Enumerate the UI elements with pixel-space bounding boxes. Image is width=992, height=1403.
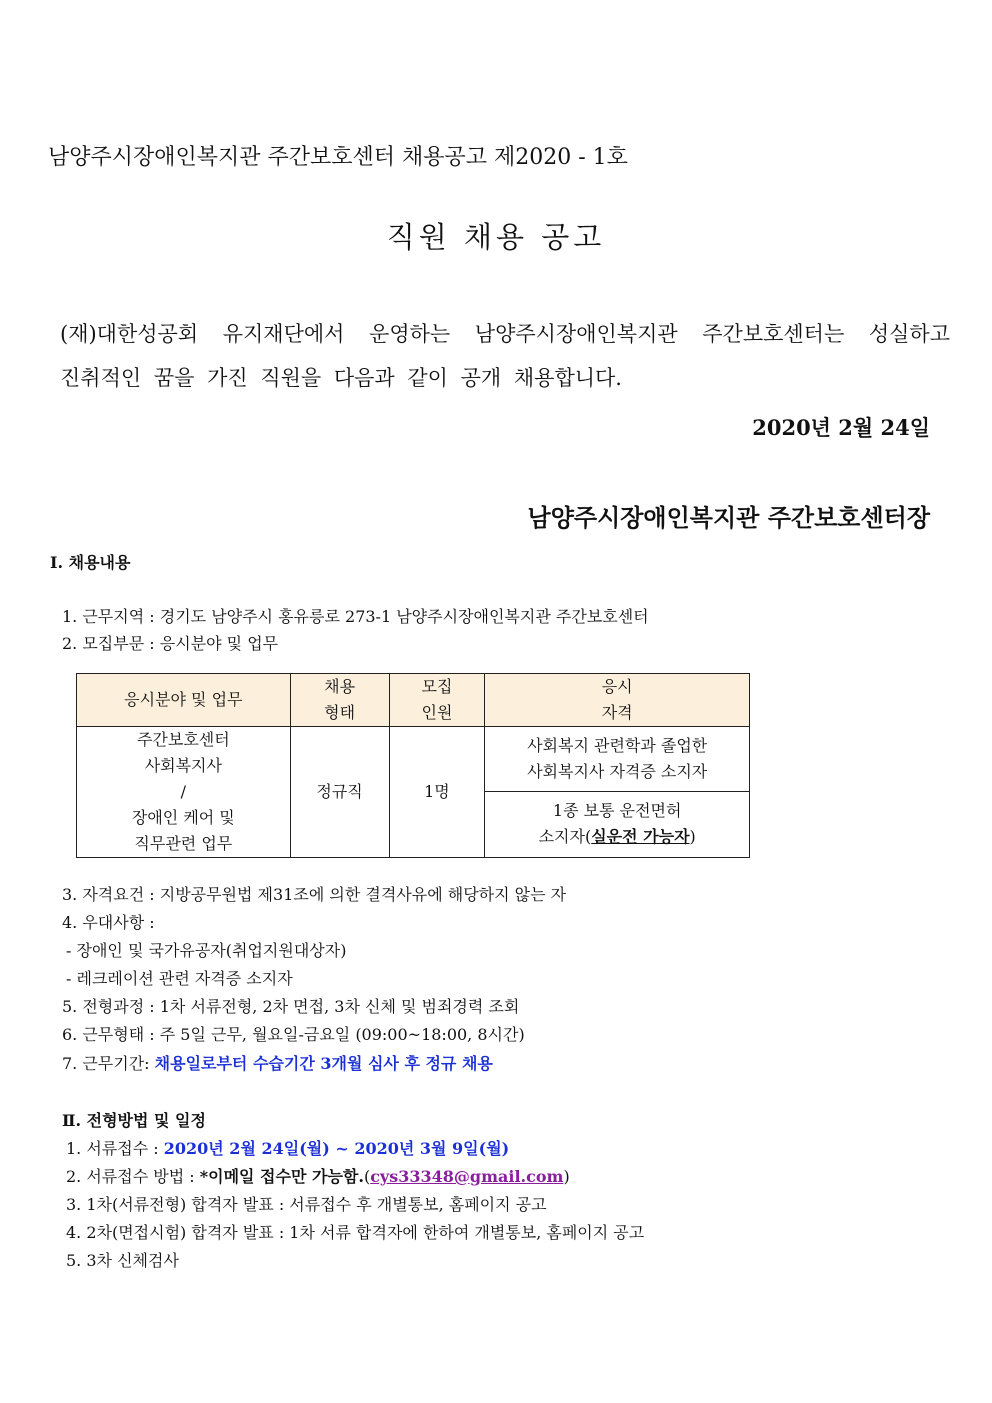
cell-type: 정규직 [290,727,389,858]
s1-item-7-label: 7. 근무기간: [62,1054,155,1073]
cell-qualification-1 [485,727,750,792]
s2-item-2 [66,1164,570,1187]
header-count [389,674,485,727]
section-1-heading: Ⅰ. 채용내용 [50,553,131,572]
qual1-line-1: 사회복지 관련학과 졸업한 [527,735,708,755]
header-type-line-2: 형태 [324,703,356,722]
field-line-2: 사회복지사 [144,756,222,775]
s1-item-7-value: 채용일로부터 수습기간 3개월 심사 후 정규 채용 [154,1054,493,1073]
s2-item-3: 3. 1차(서류전형) 합격자 발표 : 서류접수 후 개별통보, 홈페이지 공고 [66,1195,547,1214]
field-line-1: 주간보호센터 [136,730,230,749]
notice-number: 남양주시장애인복지관 주간보호센터 채용공고 제2020 - 1호 [48,145,628,170]
s1-item-5: 5. 전형과정 : 1차 서류전형, 2차 면접, 3차 신체 및 범죄경력 조회 [62,997,520,1016]
header-qual-line-1: 응시 [601,677,633,696]
cell-qualification-2 [485,791,750,857]
qual2-suffix: ) [689,827,696,847]
s2-item-1-value: 2020년 2월 24일(월) ~ 2020년 3월 9일(월) [163,1139,510,1158]
field-line-5: 직무관련 업무 [134,834,233,853]
signer: 남양주시장애인복지관 주간보호센터장 [527,503,930,532]
s2-item-1-label: 1. 서류접수 : [66,1139,164,1158]
s2-item-2-emphasis: *이메일 접수만 가능함. [199,1167,364,1186]
header-field: 응시분야 및 업무 [77,674,291,727]
s2-item-2-label: 2. 서류접수 방법 : [66,1167,200,1186]
s1-item-4: 4. 우대사항 : [62,913,155,932]
s1-item-4a: - 장애인 및 국가유공자(취업지원대상자) [66,941,347,960]
intro-line-2: 진취적인 꿈을 가진 직원을 다음과 같이 공개 채용합니다. [60,366,622,390]
table-row [77,727,750,792]
header-qual-line-2: 자격 [601,703,633,722]
recruitment-table [76,673,750,858]
s1-item-2: 2. 모집부문 : 응시분야 및 업무 [62,634,279,653]
s1-item-1: 1. 근무지역 : 경기도 남양주시 홍유릉로 273-1 남양주시장애인복지관 주간보호센터 [62,607,649,626]
announcement-date: 2020년 2월 24일 [752,415,930,440]
header-type-line-1: 채용 [324,677,356,696]
s2-item-2-open: ( [363,1167,371,1186]
qual2-line-2 [485,824,749,850]
qual2-prefix: 소지자( [538,827,592,847]
cell-count: 1명 [389,727,485,858]
qual2-line-1: 1종 보통 운전면허 [552,801,682,821]
field-line-3: / [180,782,187,801]
section-2-heading: Ⅱ. 전형방법 및 일정 [62,1111,206,1130]
s2-item-1 [66,1136,509,1159]
s2-item-5: 5. 3차 신체검사 [66,1251,179,1270]
field-line-4: 장애인 케어 및 [131,808,235,827]
qual2-emphasis: 실운전 가능자 [591,827,690,847]
s1-item-4b: - 레크레이션 관련 자격증 소지자 [66,969,293,988]
cell-field [77,727,291,858]
header-count-line-1: 모집 [421,677,453,696]
s1-item-3: 3. 자격요건 : 지방공무원법 제31조에 의한 결격사유에 해당하지 않는 자 [62,885,567,904]
qual1-line-2: 사회복지사 자격증 소지자 [527,761,708,781]
header-type [290,674,389,727]
s2-item-4: 4. 2차(면접시험) 합격자 발표 : 1차 서류 합격자에 한하여 개별통보, 홈페이지 공고 [66,1223,645,1242]
table-header-row [77,674,750,727]
intro-line-1: (재)대한성공회 유지재단에서 운영하는 남양주시장애인복지관 주간보호센터는 성실하고 [60,322,950,346]
s2-item-2-close: ) [563,1167,570,1186]
header-qualification [485,674,750,727]
email-link[interactable]: cys33348@gmail.com [370,1167,564,1186]
header-count-line-2: 인원 [421,703,453,722]
s1-item-6: 6. 근무형태 : 주 5일 근무, 월요일-금요일 (09:00~18:00, 8시간) [62,1025,525,1044]
page-title: 직원 채용 공고 [386,220,606,254]
s1-item-7 [62,1051,493,1074]
